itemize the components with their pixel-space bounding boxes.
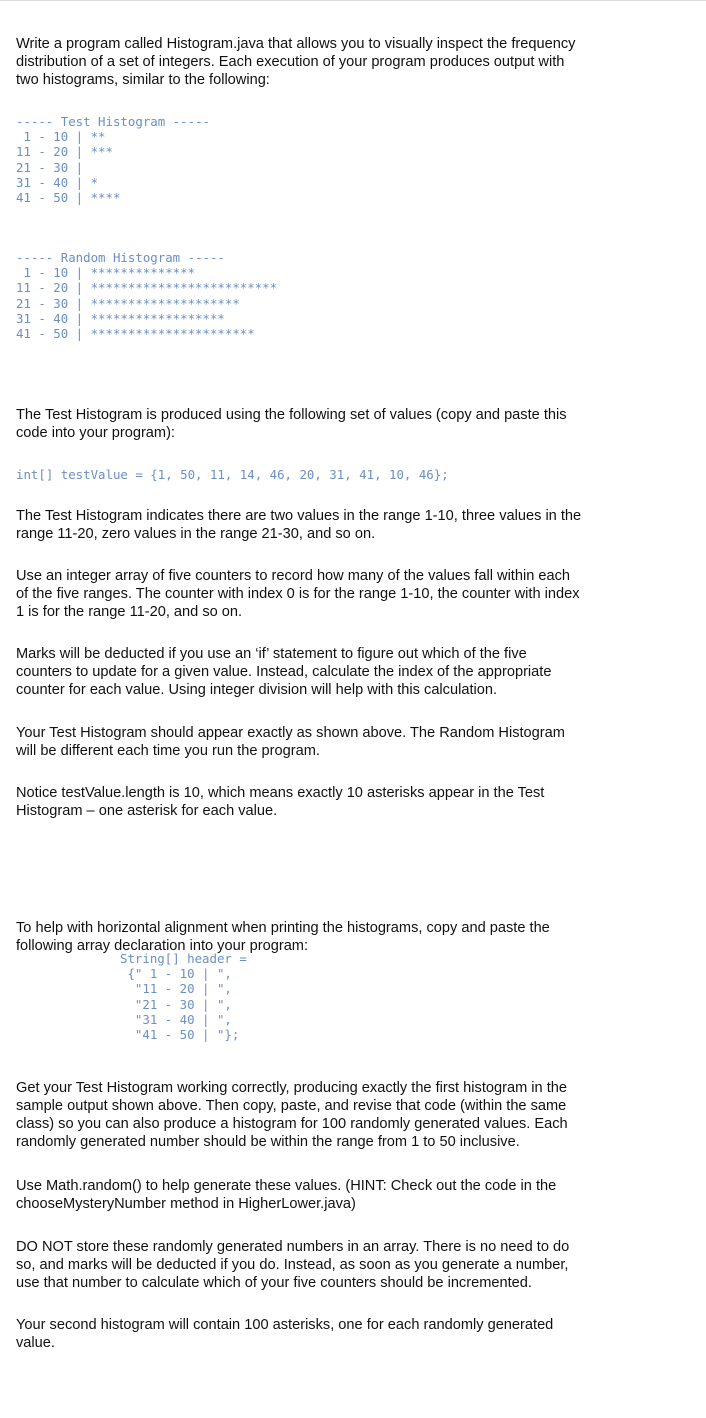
notice-length-line: Notice testValue.length is 10, which means exactly 10 asterisks appear in the Test xyxy=(16,785,545,801)
do-not-store-line: use that number to calculate which of your five counters should be incremented. xyxy=(16,1275,532,1291)
marks-if-line: Marks will be deducted if you use an ‘if’ statement to figure out which of the five xyxy=(16,646,527,662)
do-not-store-line: so, and marks will be deducted if you do. Instead, as soon as you generate a number, xyxy=(16,1257,569,1273)
alignment-intro-line: following array declaration into your program: xyxy=(16,938,309,954)
alignment-intro-paragraph xyxy=(16,919,696,955)
intro-line: two histograms, similar to the following: xyxy=(16,72,270,88)
random-histogram-sample: ----- Random Histogram ----- 1 - 10 | ************** 11 - 20 | ************************* 21 - 30 | ******************** 31 - 40 | ****************** 41 - 50 | ********************** xyxy=(16,250,278,342)
do-not-store-line: DO NOT store these randomly generated numbers in an array. There is no need to do xyxy=(16,1239,570,1255)
notice-length-line: Histogram – one asterisk for each value. xyxy=(16,803,278,819)
test-values-intro-line: The Test Histogram is produced using the following set of values (copy and paste this xyxy=(16,407,567,423)
marks-if-line: counter for each value. Using integer division will help with this calculation. xyxy=(16,682,498,698)
test-indicates-line: The Test Histogram indicates there are two values in the range 1-10, three values in the xyxy=(16,508,582,524)
test-values-intro-line: code into your program): xyxy=(16,425,175,441)
appear-exactly-paragraph xyxy=(16,724,696,760)
math-random-line: chooseMysteryNumber method in HigherLower.java) xyxy=(16,1196,356,1212)
get-working-line: class) so you can also produce a histogram for 100 randomly generated values. Each xyxy=(16,1116,568,1132)
get-working-paragraph xyxy=(16,1079,696,1151)
counters-paragraph xyxy=(16,567,696,621)
alignment-intro-line: To help with horizontal alignment when printing the histograms, copy and paste the xyxy=(16,920,550,936)
header-array-code: String[] header = {" 1 - 10 | ", "11 - 20 | ", "21 - 30 | ", "31 - 40 | ", "41 - 50 | "}; xyxy=(120,951,247,1043)
intro-paragraph xyxy=(16,35,696,89)
test-indicates-line: range 11-20, zero values in the range 21-30, and so on. xyxy=(16,526,376,542)
intro-line: distribution of a set of integers. Each execution of your program produces output with xyxy=(16,54,565,70)
get-working-line: sample output shown above. Then copy, paste, and revise that code (within the same xyxy=(16,1098,567,1114)
marks-if-paragraph xyxy=(16,645,696,699)
intro-line: Write a program called Histogram.java that allows you to visually inspect the frequency xyxy=(16,36,576,52)
do-not-store-paragraph xyxy=(16,1238,696,1292)
second-histogram-line: Your second histogram will contain 100 asterisks, one for each randomly generated xyxy=(16,1317,554,1333)
test-values-code: int[] testValue = {1, 50, 11, 14, 46, 20, 31, 41, 10, 46}; xyxy=(16,467,449,482)
counters-line: Use an integer array of five counters to record how many of the values fall within each xyxy=(16,568,571,584)
math-random-line: Use Math.random() to help generate these values. (HINT: Check out the code in the xyxy=(16,1178,557,1194)
marks-if-line: counters to update for a given value. Instead, calculate the index of the appropriate xyxy=(16,664,552,680)
appear-exactly-line: will be different each time you run the program. xyxy=(16,743,320,759)
get-working-line: randomly generated number should be within the range from 1 to 50 inclusive. xyxy=(16,1134,520,1150)
second-histogram-paragraph xyxy=(16,1316,696,1352)
notice-length-paragraph xyxy=(16,784,696,820)
counters-line: 1 is for the range 11-20, and so on. xyxy=(16,604,243,620)
test-indicates-paragraph xyxy=(16,507,696,543)
math-random-paragraph xyxy=(16,1177,696,1213)
appear-exactly-line: Your Test Histogram should appear exactly as shown above. The Random Histogram xyxy=(16,725,565,741)
test-values-intro-paragraph xyxy=(16,406,696,442)
test-histogram-sample: ----- Test Histogram ----- 1 - 10 | ** 11 - 20 | *** 21 - 30 | 31 - 40 | * 41 - 50 | **** xyxy=(16,114,210,206)
second-histogram-line: value. xyxy=(16,1335,55,1351)
counters-line: of the five ranges. The counter with index 0 is for the range 1-10, the counter with index xyxy=(16,586,580,602)
get-working-line: Get your Test Histogram working correctly, producing exactly the first histogram in the xyxy=(16,1080,567,1096)
